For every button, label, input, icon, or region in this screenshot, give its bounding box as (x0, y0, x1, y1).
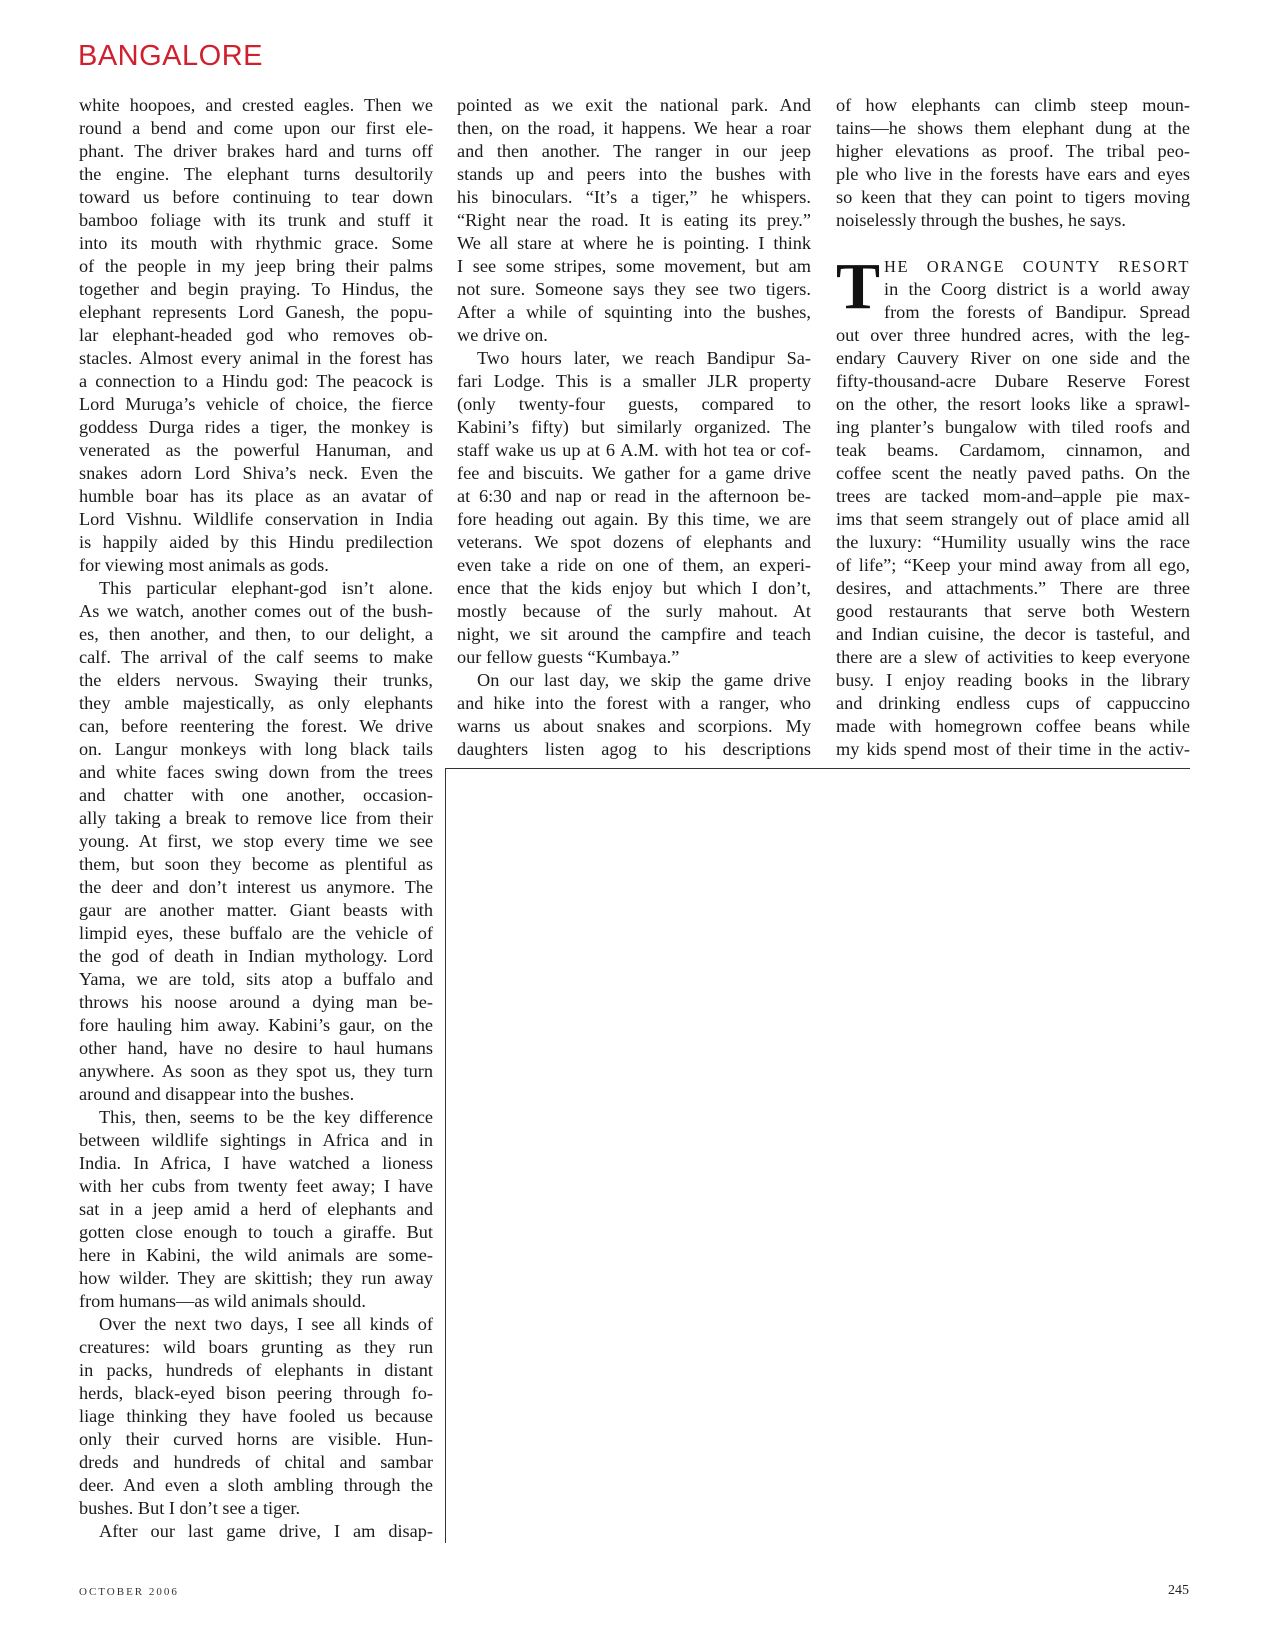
text-line: fore hauling him away. Kabini’s gaur, on the (79, 1015, 433, 1035)
text-line: noiselessly through the bushes, he says. (836, 210, 1126, 230)
text-line: anywhere. As soon as they spot us, they turn (79, 1061, 433, 1081)
text-line: with her cubs from twenty feet away; I have (79, 1176, 433, 1196)
text-line: humble boar has its place as an avatar of (79, 486, 433, 506)
text-line: endary Cauvery River on one side and the (836, 348, 1190, 368)
text-line: on. Langur monkeys with long black tails (79, 739, 433, 759)
text-line: dreds and hundreds of chital and sambar (79, 1452, 433, 1472)
text-line: here in Kabini, the wild animals are some- (79, 1245, 433, 1265)
text-line: liage thinking they have fooled us because (79, 1406, 433, 1426)
text-line: daughters listen agog to his descriptions (457, 739, 811, 759)
text-line: elephant represents Lord Ganesh, the popu- (79, 302, 433, 322)
text-line: not sure. Someone says they see two tigers. (457, 279, 811, 299)
text-line: ence that the kids enjoy but which I don’t, (457, 578, 811, 598)
text-line: of how elephants can climb steep moun- (836, 95, 1190, 115)
text-line: of the people in my jeep bring their palms (79, 256, 433, 276)
text-line: gaur are another matter. Giant beasts with (79, 900, 433, 920)
page-number: 245 (1168, 1583, 1189, 1598)
text-line: round a bend and come upon our first ele- (79, 118, 433, 138)
text-line: As we watch, another comes out of the bush- (79, 601, 433, 621)
text-line: together and begin praying. To Hindus, the (79, 279, 433, 299)
text-line: India. In Africa, I have watched a lioness (79, 1153, 433, 1173)
text-line: fari Lodge. This is a smaller JLR property (457, 371, 811, 391)
text-line: veterans. We spot dozens of elephants and (457, 532, 811, 552)
text-line: es, then another, and then, to our delight, a (79, 624, 433, 644)
text-line: so keen that they can point to tigers moving (836, 187, 1190, 207)
image-frame-left-rule (445, 768, 446, 1543)
column-right (836, 94, 1190, 761)
text-line: on the other, the resort looks like a sprawl- (836, 394, 1190, 414)
text-line: the deer and don’t interest us anymore. The (79, 877, 433, 897)
column-middle (457, 94, 811, 761)
text-line: On our last day, we skip the game drive (477, 670, 811, 690)
text-line: at 6:30 and nap or read in the afternoon be- (457, 486, 811, 506)
section-header: BANGALORE (78, 40, 263, 72)
text-line: This, then, seems to be the key difference (99, 1107, 433, 1127)
text-line: them, but soon they become as plentiful as (79, 854, 433, 874)
dropcap-line: from the forests of Bandipur. Spread (884, 302, 1190, 322)
issue-date: OCTOBER 2006 (79, 1586, 179, 1598)
text-line: coffee scent the neatly paved paths. On the (836, 463, 1190, 483)
text-line: then, on the road, it happens. We hear a roar (457, 118, 811, 138)
text-line: Over the next two days, I see all kinds of (99, 1314, 433, 1334)
section-opening (836, 250, 1190, 324)
text-line: is happily aided by this Hindu predilection (79, 532, 433, 552)
text-line: venerated as the powerful Hanuman, and (79, 440, 433, 460)
text-line: I see some stripes, some movement, but am (457, 256, 811, 276)
text-line: We all stare at where he is pointing. I think (457, 233, 811, 253)
dropcap-line: in the Coorg district is a world away (884, 279, 1190, 299)
text-line: fee and biscuits. We gather for a game drive (457, 463, 811, 483)
text-line: staff wake us up at 6 A.M. with hot tea or cof- (457, 440, 811, 460)
text-line: the luxury: “Humility usually wins the race (836, 532, 1190, 552)
text-line: and then another. The ranger in our jeep (457, 141, 811, 161)
text-line: Two hours later, we reach Bandipur Sa- (477, 348, 811, 368)
text-line: stands up and peers into the bushes with (457, 164, 811, 184)
text-line: from humans—as wild animals should. (79, 1291, 366, 1311)
text-line: in packs, hundreds of elephants in distant (79, 1360, 433, 1380)
text-line: only their curved horns are visible. Hun- (79, 1429, 433, 1449)
paragraph-spacer (836, 232, 1190, 255)
text-line: fore heading out again. By this time, we are (457, 509, 811, 529)
text-line: ing planter’s bungalow with tiled roofs and (836, 417, 1190, 437)
text-line: calf. The arrival of the calf seems to make (79, 647, 433, 667)
text-line: sat in a jeep amid a herd of elephants and (79, 1199, 433, 1219)
text-line: the elders nervous. Swaying their trunks, (79, 670, 433, 690)
text-line: and Indian cuisine, the decor is tasteful, and (836, 624, 1190, 644)
text-line: deer. And even a sloth ambling through the (79, 1475, 433, 1495)
text-line: throws his noose around a dying man be- (79, 992, 433, 1012)
column-right-top-text (836, 94, 1190, 232)
text-line: After a while of squinting into the bushes, (457, 302, 811, 322)
text-line: Lord Vishnu. Wildlife conservation in India (79, 509, 433, 529)
text-line: toward us before continuing to tear down (79, 187, 433, 207)
text-line: fifty-thousand-acre Dubare Reserve Forest (836, 371, 1190, 391)
text-line: how wilder. They are skittish; they run away (79, 1268, 433, 1288)
text-line: mostly because of the surly mahout. At (457, 601, 811, 621)
text-line: bamboo foliage with its trunk and stuff it (79, 210, 433, 230)
text-line: Kabini’s fifty) but similarly organized. The (457, 417, 811, 437)
text-line: stacles. Almost every animal in the forest has (79, 348, 433, 368)
text-line: out over three hundred acres, with the leg- (836, 325, 1190, 345)
text-line: for viewing most animals as gods. (79, 555, 329, 575)
text-line: and drinking endless cups of cappuccino (836, 693, 1190, 713)
text-line: my kids spend most of their time in the activ- (836, 739, 1190, 759)
text-line: and hike into the forest with a ranger, who (457, 693, 811, 713)
text-line: into its mouth with rhythmic grace. Some (79, 233, 433, 253)
text-line: the god of death in Indian mythology. Lord (79, 946, 433, 966)
text-line: of life”; “Keep your mind away from all ego, (836, 555, 1190, 575)
text-line: white hoopoes, and crested eagles. Then we (79, 95, 433, 115)
column-right-bottom-text (836, 324, 1190, 761)
text-line: a connection to a Hindu god: The peacock is (79, 371, 433, 391)
text-line: night, we sit around the campfire and teach (457, 624, 811, 644)
text-line: busy. I enjoy reading books in the library (836, 670, 1190, 690)
text-line: young. At first, we stop every time we see (79, 831, 433, 851)
text-line: and white faces swing down from the trees (79, 762, 433, 782)
text-line: ple who live in the forests have ears and eyes (836, 164, 1190, 184)
text-line: around and disappear into the bushes. (79, 1084, 355, 1104)
text-line: other hand, have no desire to haul humans (79, 1038, 433, 1058)
text-line: and chatter with one another, occasion- (79, 785, 433, 805)
text-line: desires, and attachments.” There are three (836, 578, 1190, 598)
text-line: ally taking a break to remove lice from their (79, 808, 433, 828)
text-line: lar elephant-headed god who removes ob- (79, 325, 433, 345)
text-line: gotten close enough to touch a giraffe. But (79, 1222, 433, 1242)
text-line: snakes adorn Lord Shiva’s neck. Even the (79, 463, 433, 483)
text-line: teak beams. Cardamom, cinnamon, and (836, 440, 1190, 460)
text-line: “Right near the road. It is eating its prey.” (457, 210, 811, 230)
drop-cap: T (836, 250, 881, 323)
text-line: good restaurants that serve both Western (836, 601, 1190, 621)
text-line: they amble majestically, as only elephants (79, 693, 433, 713)
text-line: creatures: wild boars grunting as they run (79, 1337, 433, 1357)
text-line: higher elevations as proof. The tribal peo- (836, 141, 1190, 161)
text-line: trees are tacked mom-and–apple pie max- (836, 486, 1190, 506)
text-line: between wildlife sightings in Africa and in (79, 1130, 433, 1150)
text-line: phant. The driver brakes hard and turns off (79, 141, 433, 161)
text-line: After our last game drive, I am disap- (99, 1521, 433, 1541)
text-line: Yama, we are told, sits atop a buffalo and (79, 969, 433, 989)
image-frame-top-rule (445, 768, 1190, 769)
text-line: bushes. But I don’t see a tiger. (79, 1498, 301, 1518)
text-line: tains—he shows them elephant dung at the (836, 118, 1190, 138)
text-line: can, before reentering the forest. We drive (79, 716, 433, 736)
text-line: we drive on. (457, 325, 548, 345)
column-left (79, 94, 433, 1543)
text-line: made with homegrown coffee beans while (836, 716, 1190, 736)
text-line: Lord Muruga’s vehicle of choice, the fierce (79, 394, 433, 414)
text-line: there are a slew of activities to keep everyone (836, 647, 1190, 667)
text-line: our fellow guests “Kumbaya.” (457, 647, 680, 667)
text-line: (only twenty-four guests, compared to (457, 394, 811, 414)
text-line: the engine. The elephant turns desultorily (79, 164, 433, 184)
text-line: goddess Durga rides a tiger, the monkey is (79, 417, 433, 437)
text-line: This particular elephant-god isn’t alone. (99, 578, 433, 598)
text-line: ims that seem strangely out of place amid all (836, 509, 1190, 529)
text-line: even take a ride on one of them, an experi- (457, 555, 811, 575)
dropcap-line: HE ORANGE COUNTY RESORT (884, 257, 1190, 276)
text-line: limpid eyes, these buffalo are the vehicle of (79, 923, 433, 943)
text-line: his binoculars. “It’s a tiger,” he whispers. (457, 187, 811, 207)
text-line: herds, black-eyed bison peering through fo- (79, 1383, 433, 1403)
text-line: warns us about snakes and scorpions. My (457, 716, 811, 736)
text-line: pointed as we exit the national park. And (457, 95, 811, 115)
